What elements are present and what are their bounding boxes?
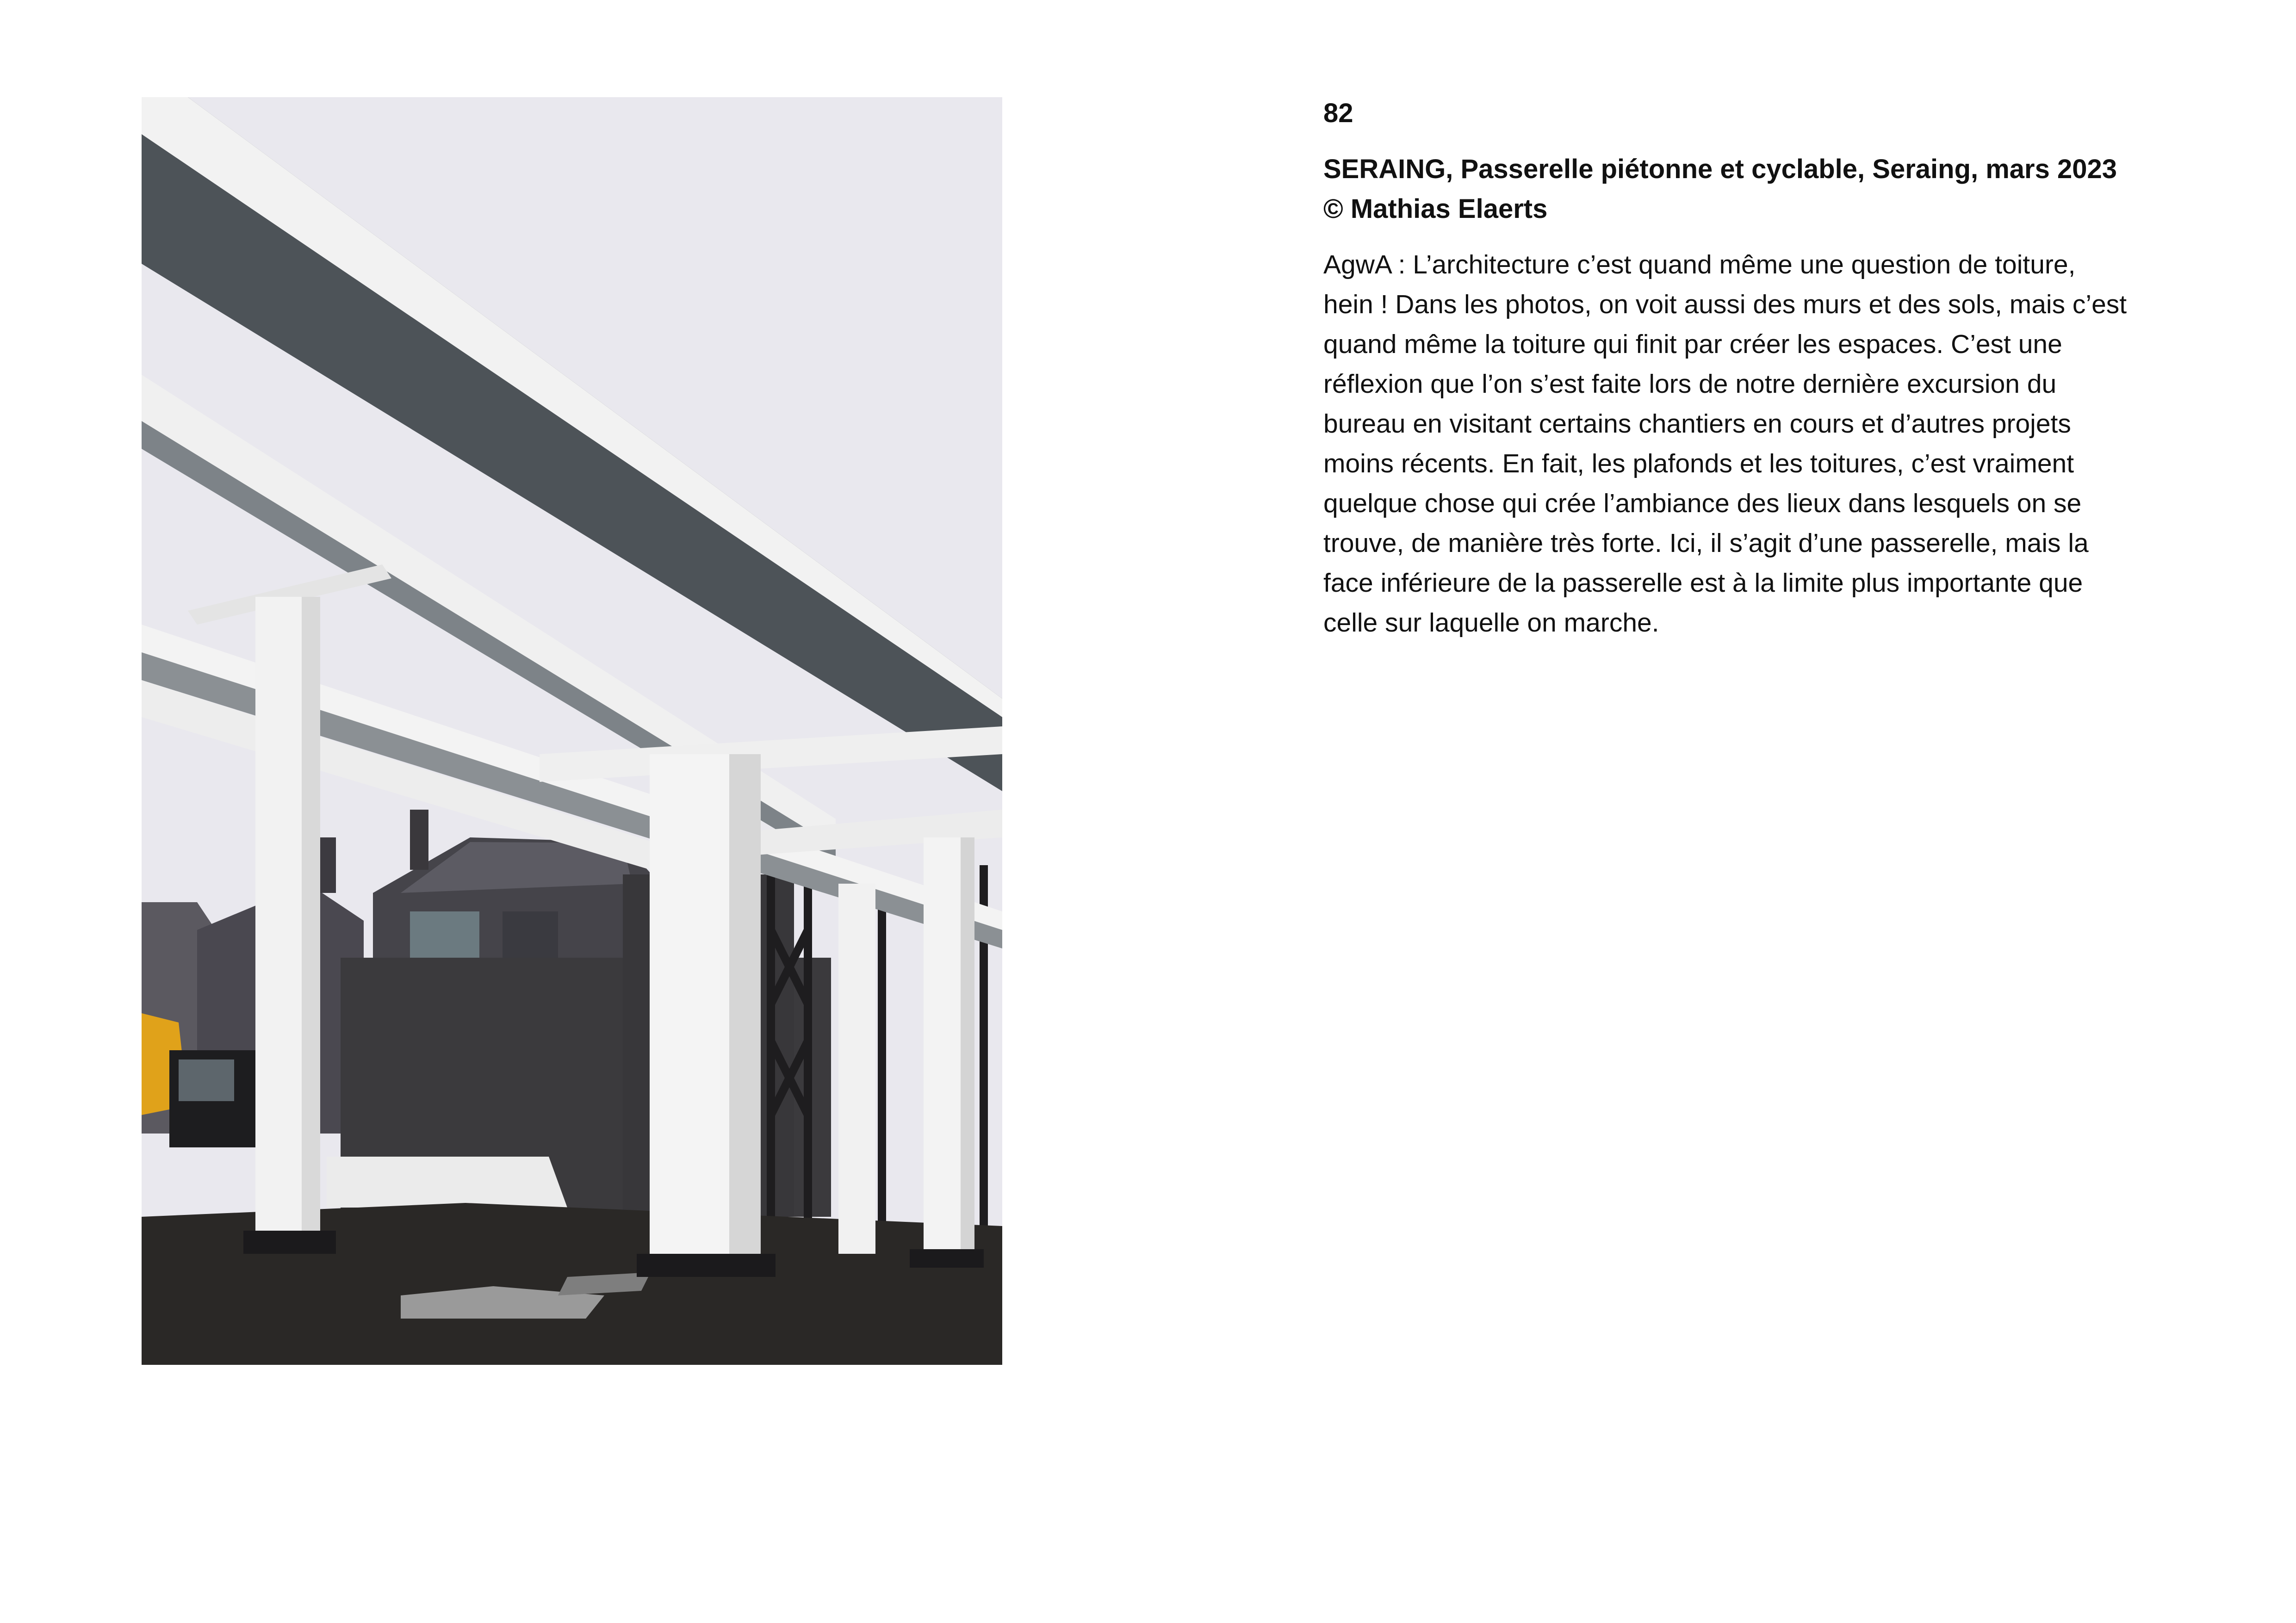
body-line: face inférieure de la passerelle est à la limite plus importante que	[1323, 568, 2083, 598]
body-line: bureau en visitant certains chantiers en cours et d’autres projets	[1323, 409, 2071, 439]
body-paragraph	[1323, 245, 2156, 643]
body-line: réflexion que l’on s’est faite lors de notre dernière excursion du	[1323, 369, 2057, 399]
body-line: AgwA : L’architecture c’est quand même une question de toiture,	[1323, 250, 2076, 279]
caption-title: SERAING, Passerelle piétonne et cyclable, Seraing, mars 2023	[1323, 154, 2117, 184]
text-column	[1323, 95, 2156, 643]
photo-caption	[1323, 149, 2156, 229]
body-line: quelque chose qui crée l’ambiance des lieux dans lesquels on se	[1323, 489, 2082, 518]
page-number: 82	[1323, 98, 1353, 128]
body-line: quand même la toiture qui finit par créer les espaces. C’est une	[1323, 329, 2062, 359]
caption-credit: © Mathias Elaerts	[1323, 194, 1548, 224]
photograph	[142, 97, 1002, 1365]
body-line: trouve, de manière très forte. Ici, il s’agit d’une passerelle, mais la	[1323, 528, 2089, 558]
body-line: moins récents. En fait, les plafonds et les toitures, c’est vraiment	[1323, 449, 2074, 478]
photo-illustration	[142, 97, 1002, 1365]
body-line: celle sur laquelle on marche.	[1323, 608, 1659, 638]
body-line: hein ! Dans les photos, on voit aussi des murs et des sols, mais c’est	[1323, 290, 2127, 319]
